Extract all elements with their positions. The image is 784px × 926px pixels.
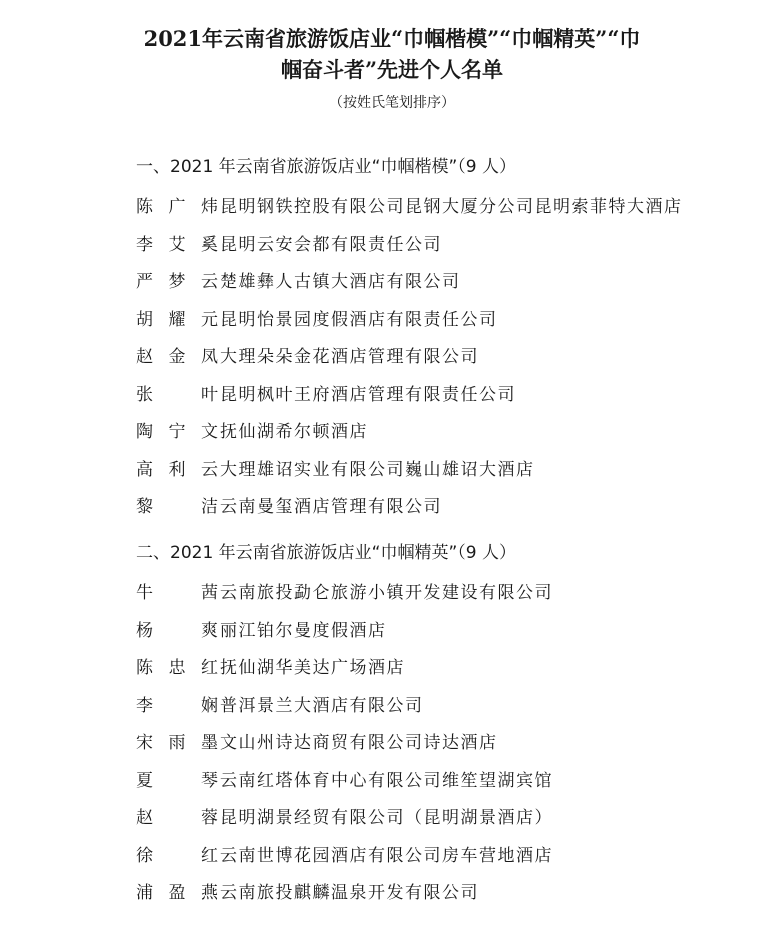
- awardee-organization: 大理雄诏实业有限公司巍山雄诏大酒店: [220, 459, 535, 480]
- awardee-name: 李艾奚: [136, 234, 220, 255]
- list-item: [136, 419, 683, 457]
- awardee-organization: 文山州诗达商贸有限公司诗达酒店: [220, 733, 498, 753]
- document-title-line-1: 2021年云南省旅游饭店业“巾帼楷模”“巾帼精英”“巾: [143, 26, 641, 51]
- list-item: [136, 232, 683, 270]
- document-title-line-2: 帼奋斗者”先进个人名单: [280, 57, 504, 82]
- awardee-organization: 昆明枫叶王府酒店管理有限责任公司: [220, 384, 516, 405]
- awardee-name: 赵金凤: [136, 347, 220, 367]
- list-item: [136, 580, 553, 618]
- awardee-name: 陈忠红: [136, 658, 220, 678]
- document-subtitle: （按姓氏笔划排序）: [329, 95, 455, 111]
- awardee-organization: 云南曼玺酒店管理有限公司: [220, 497, 442, 517]
- list-item: [136, 843, 553, 881]
- awardee-organization: 大理朵朵金花酒店管理有限公司: [220, 347, 479, 367]
- list-item: [136, 655, 553, 693]
- list-item: [136, 194, 683, 232]
- awardee-organization: 昆明云安会都有限责任公司: [220, 234, 442, 255]
- awardee-organization: 抚仙湖华美达广场酒店: [220, 658, 405, 678]
- awardee-organization: 丽江铂尔曼度假酒店: [220, 620, 387, 641]
- awardee-organization: 云南旅投勐仑旅游小镇开发建设有限公司: [220, 583, 553, 603]
- list-item: [136, 805, 553, 843]
- awardee-name: 李娴: [136, 695, 220, 716]
- list-item: [136, 618, 553, 656]
- awardee-name: 牛茜: [136, 583, 220, 603]
- awardee-organization: 昆明钢铁控股有限公司昆钢大厦分公司昆明索菲特大酒店: [220, 197, 683, 217]
- awardee-organization: 普洱景兰大酒店有限公司: [220, 695, 424, 716]
- awardee-list-elites: [136, 580, 553, 918]
- awardee-organization: 昆明怡景园度假酒店有限责任公司: [220, 309, 498, 330]
- awardee-name: 陈广炜: [136, 197, 220, 217]
- list-item: [136, 457, 683, 495]
- awardee-name: 陶宁文: [136, 422, 220, 442]
- awardee-name: 黎洁: [136, 497, 220, 517]
- awardee-name: 严梦云: [136, 272, 220, 292]
- awardee-name: 胡耀元: [136, 309, 220, 330]
- awardee-name: 宋雨墨: [136, 733, 220, 753]
- awardee-name: 杨爽: [136, 620, 220, 641]
- awardee-organization: 云南红塔体育中心有限公司维笙望湖宾馆: [220, 770, 553, 791]
- list-item: [136, 730, 553, 768]
- awardee-name: 赵蓉: [136, 808, 220, 828]
- list-item: [136, 382, 683, 420]
- awardee-name: 高利云: [136, 459, 220, 480]
- awardee-name: 夏琴: [136, 770, 220, 791]
- list-item: [136, 494, 683, 532]
- list-item: [136, 307, 683, 345]
- awardee-organization: 昆明湖景经贸有限公司（昆明湖景酒店）: [220, 808, 553, 828]
- list-item: [136, 344, 683, 382]
- awardee-organization: 抚仙湖希尔顿酒店: [220, 422, 368, 442]
- awardee-list-role-models: [136, 194, 683, 532]
- list-item: [136, 693, 553, 731]
- list-item: [136, 768, 553, 806]
- section-heading-elites: 二、2021 年云南省旅游饭店业“巾帼精英”（9 人）: [136, 543, 517, 563]
- list-item: [136, 269, 683, 307]
- awardee-name: 浦盈燕: [136, 883, 220, 903]
- awardee-name: 徐红: [136, 845, 220, 866]
- awardee-organization: 楚雄彝人古镇大酒店有限公司: [220, 272, 461, 292]
- awardee-organization: 云南旅投麒麟温泉开发有限公司: [220, 883, 479, 903]
- awardee-organization: 云南世博花园酒店有限公司房车营地酒店: [220, 845, 553, 866]
- awardee-name: 张叶: [136, 384, 220, 405]
- section-heading-role-models: 一、2021 年云南省旅游饭店业“巾帼楷模”（9 人）: [136, 157, 517, 177]
- list-item: [136, 880, 553, 918]
